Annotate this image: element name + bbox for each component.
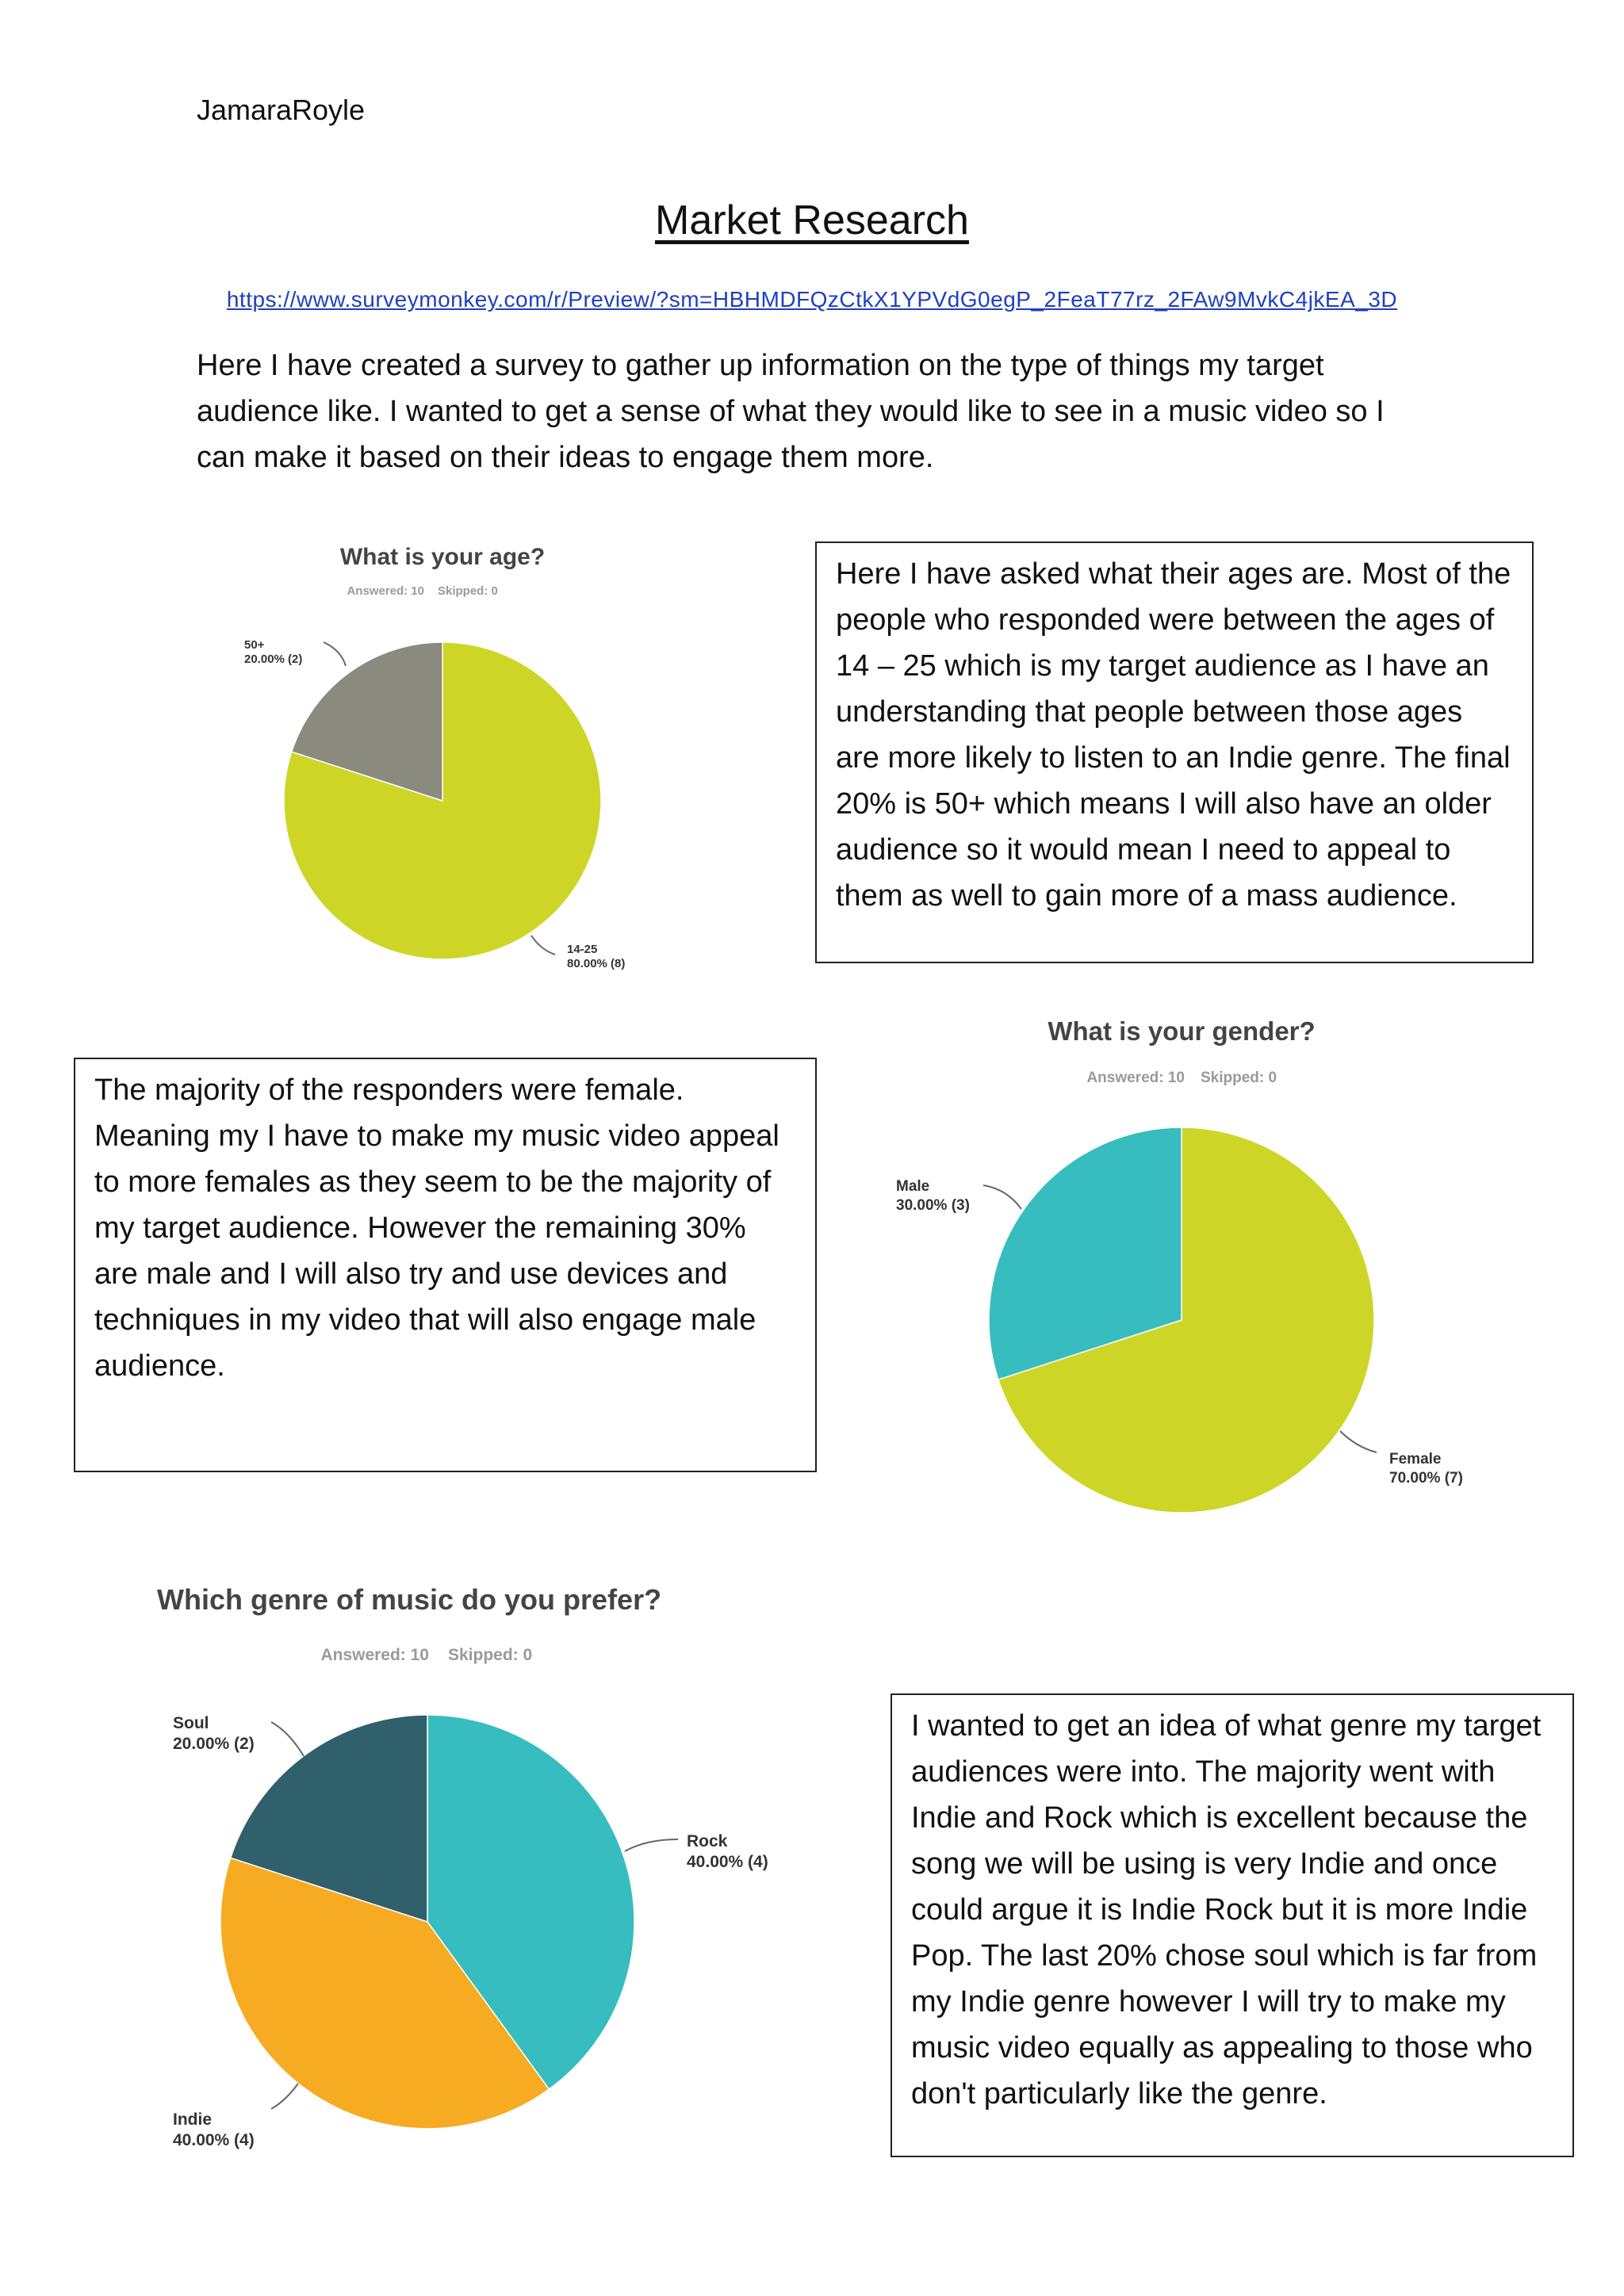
gender-male-label: 30.00% (3)	[896, 1197, 970, 1214]
genre-soul-label: 20.00% (2)	[173, 1735, 255, 1753]
gender-chart-answered: Answered: 10	[1086, 1070, 1185, 1086]
page-title: Market Research	[655, 197, 969, 243]
age-chart-title: What is your age?	[339, 544, 546, 570]
genre-rock-name: Rock	[687, 1832, 728, 1850]
age-chart-answered: Answered: 10	[347, 584, 424, 598]
genre-pie-slices	[220, 1715, 634, 2129]
age-chart-skipped: Skipped: 0	[438, 584, 498, 598]
intro-paragraph: Here I have created a survey to gather up information on the type of things my target audience like. I wanted to get a sense of what they would like to see in a music video so I can make it based on their ideas to engage them more.	[197, 349, 1385, 474]
genre-chart	[151, 1578, 841, 2180]
gender-female-name: Female	[1389, 1451, 1442, 1468]
gender-male-name: Male	[896, 1178, 930, 1195]
gender-pie-slices	[989, 1127, 1374, 1513]
age-chart	[230, 531, 674, 999]
genre-soul-name: Soul	[173, 1714, 209, 1732]
gender-chart	[880, 1007, 1515, 1530]
genre-pie-svg	[151, 1578, 841, 2180]
gender-chart-skipped: Skipped: 0	[1201, 1070, 1277, 1086]
age-1425-name: 14-25	[567, 943, 598, 956]
genre-indie-label: 40.00% (4)	[173, 2131, 255, 2149]
genre-indie-leader	[271, 2084, 298, 2109]
genre-chart-answered: Answered: 10	[320, 1646, 429, 1664]
genre-soul-leader	[271, 1722, 304, 1756]
age-50plus-leader	[324, 642, 346, 666]
gender-chart-title: What is your gender?	[1048, 1016, 1316, 1046]
gender-commentary-box: The majority of the responders were female. Meaning my I have to make my music video appeal to more females as they seem to be the majority of my target audience. However the remaining 30% are male and I will also try and use devices and techniques in my video that will also engage male audience.	[74, 1058, 817, 1472]
genre-indie-name: Indie	[173, 2110, 213, 2129]
age-1425-leader	[531, 936, 555, 955]
genre-chart-title: Which genre of music do you prefer?	[157, 1583, 662, 1616]
gender-female-label: 70.00% (7)	[1389, 1470, 1463, 1487]
genre-rock-leader	[625, 1839, 678, 1851]
age-pie-svg	[230, 531, 674, 999]
age-pie-slices	[284, 642, 601, 959]
author-name: JamaraRoyle	[197, 94, 366, 126]
age-1425-label: 80.00% (8)	[567, 957, 626, 970]
genre-chart-skipped: Skipped: 0	[448, 1646, 533, 1664]
genre-rock-label: 40.00% (4)	[687, 1853, 768, 1871]
gender-pie-svg	[880, 1007, 1515, 1530]
gender-male-leader	[983, 1185, 1021, 1209]
age-50plus-label: 20.00% (2)	[244, 652, 303, 666]
survey-link[interactable]: https://www.surveymonkey.com/r/Preview/?sm=HBHMDFQzCtkX1YPVdG0egP_2FeaT77rz_2FAw9MvkC4jkEA_3D	[226, 287, 1398, 312]
age-50plus-name: 50+	[244, 638, 265, 652]
gender-female-leader	[1340, 1431, 1377, 1452]
age-commentary-box: Here I have asked what their ages are. Most of the people who responded were between the ages of 14 – 25 which is my target audience as I have an understanding that people between those ages are more likely to listen to an Indie genre. The final 20% is 50+ which means I will also have an older audience so it would mean I need to appeal to them as well to gain more of a mass audience.	[815, 541, 1534, 963]
genre-commentary-box: I wanted to get an idea of what genre my target audiences were into. The majority went with Indie and Rock which is excellent because the song we will be using is very Indie and once could argue it is Indie Rock but it is more Indie Pop. The last 20% chose soul which is far from my Indie genre however I will try to make my music video equally as appealing to those who don't particularly like the genre.	[891, 1693, 1574, 2157]
